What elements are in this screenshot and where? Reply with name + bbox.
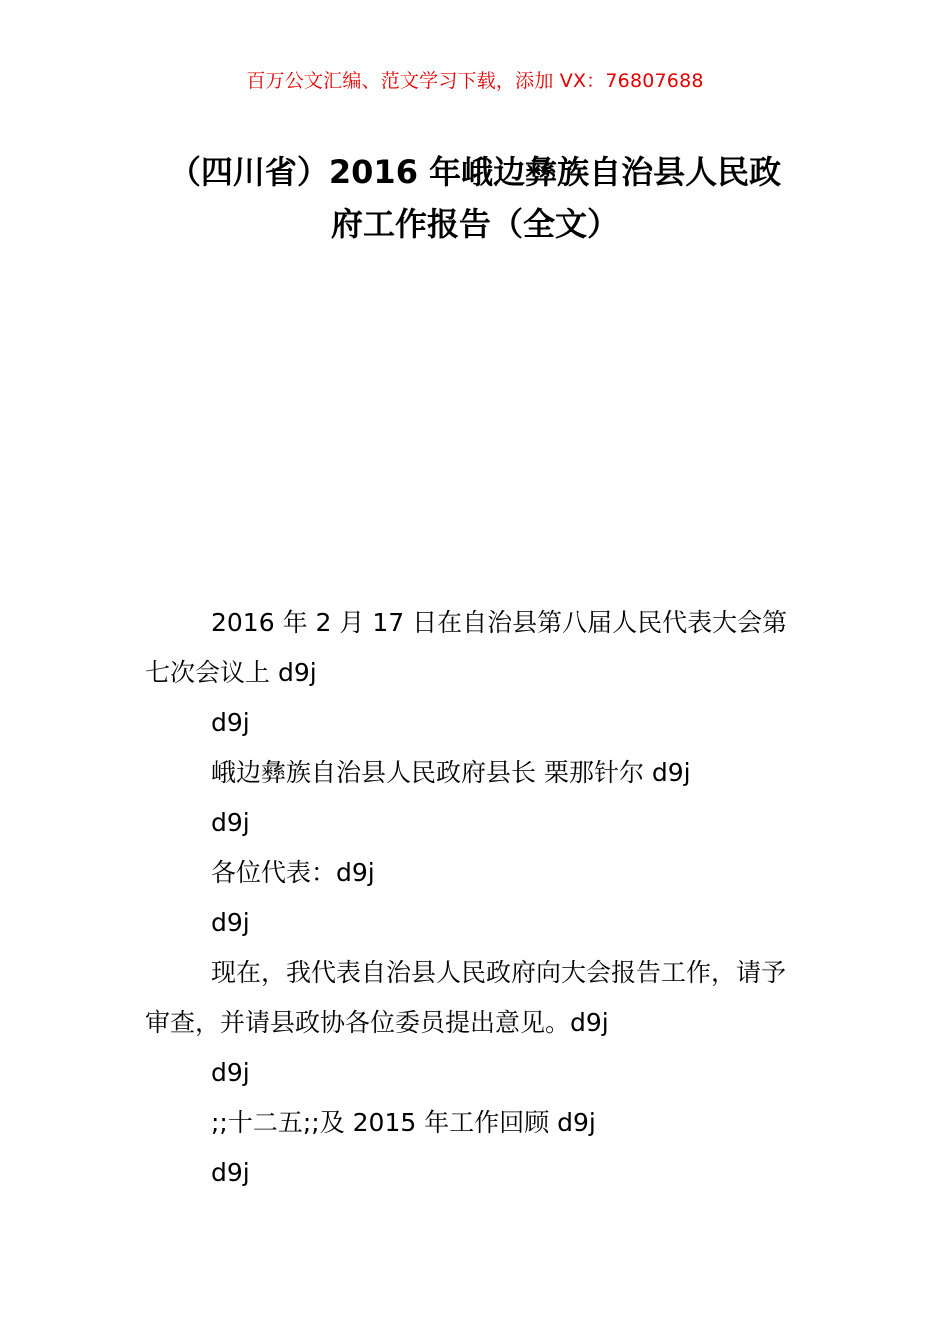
paragraph: d9j [211, 808, 250, 837]
paragraph-date: 2016 年 2 月 17 日在自治县第八届人民代表大会第七次会议上 d9j [145, 608, 788, 687]
title-line-1: （四川省）2016 年峨边彝族自治县人民政 [168, 153, 782, 191]
section-heading: ;;十二五;;及 2015 年工作回顾 d9j [211, 1108, 596, 1137]
paragraph: d9j [211, 708, 250, 737]
watermark-header: 百万公文汇编、范文学习下载，添加 VX：76807688 [246, 70, 704, 92]
paragraph: d9j [211, 1058, 250, 1087]
paragraph: d9j [211, 1158, 250, 1187]
paragraph-speaker: 峨边彝族自治县人民政府县长 栗那针尔 d9j [211, 758, 691, 787]
document-title [110, 146, 840, 250]
paragraph-intro: 现在，我代表自治县人民政府向大会报告工作，请予审查，并请县政协各位委员提出意见。d9j [145, 958, 787, 1037]
document-body [145, 598, 810, 1198]
paragraph-salutation: 各位代表：d9j [211, 858, 375, 887]
paragraph: d9j [211, 908, 250, 937]
title-line-2: 府工作报告（全文） [330, 205, 619, 243]
